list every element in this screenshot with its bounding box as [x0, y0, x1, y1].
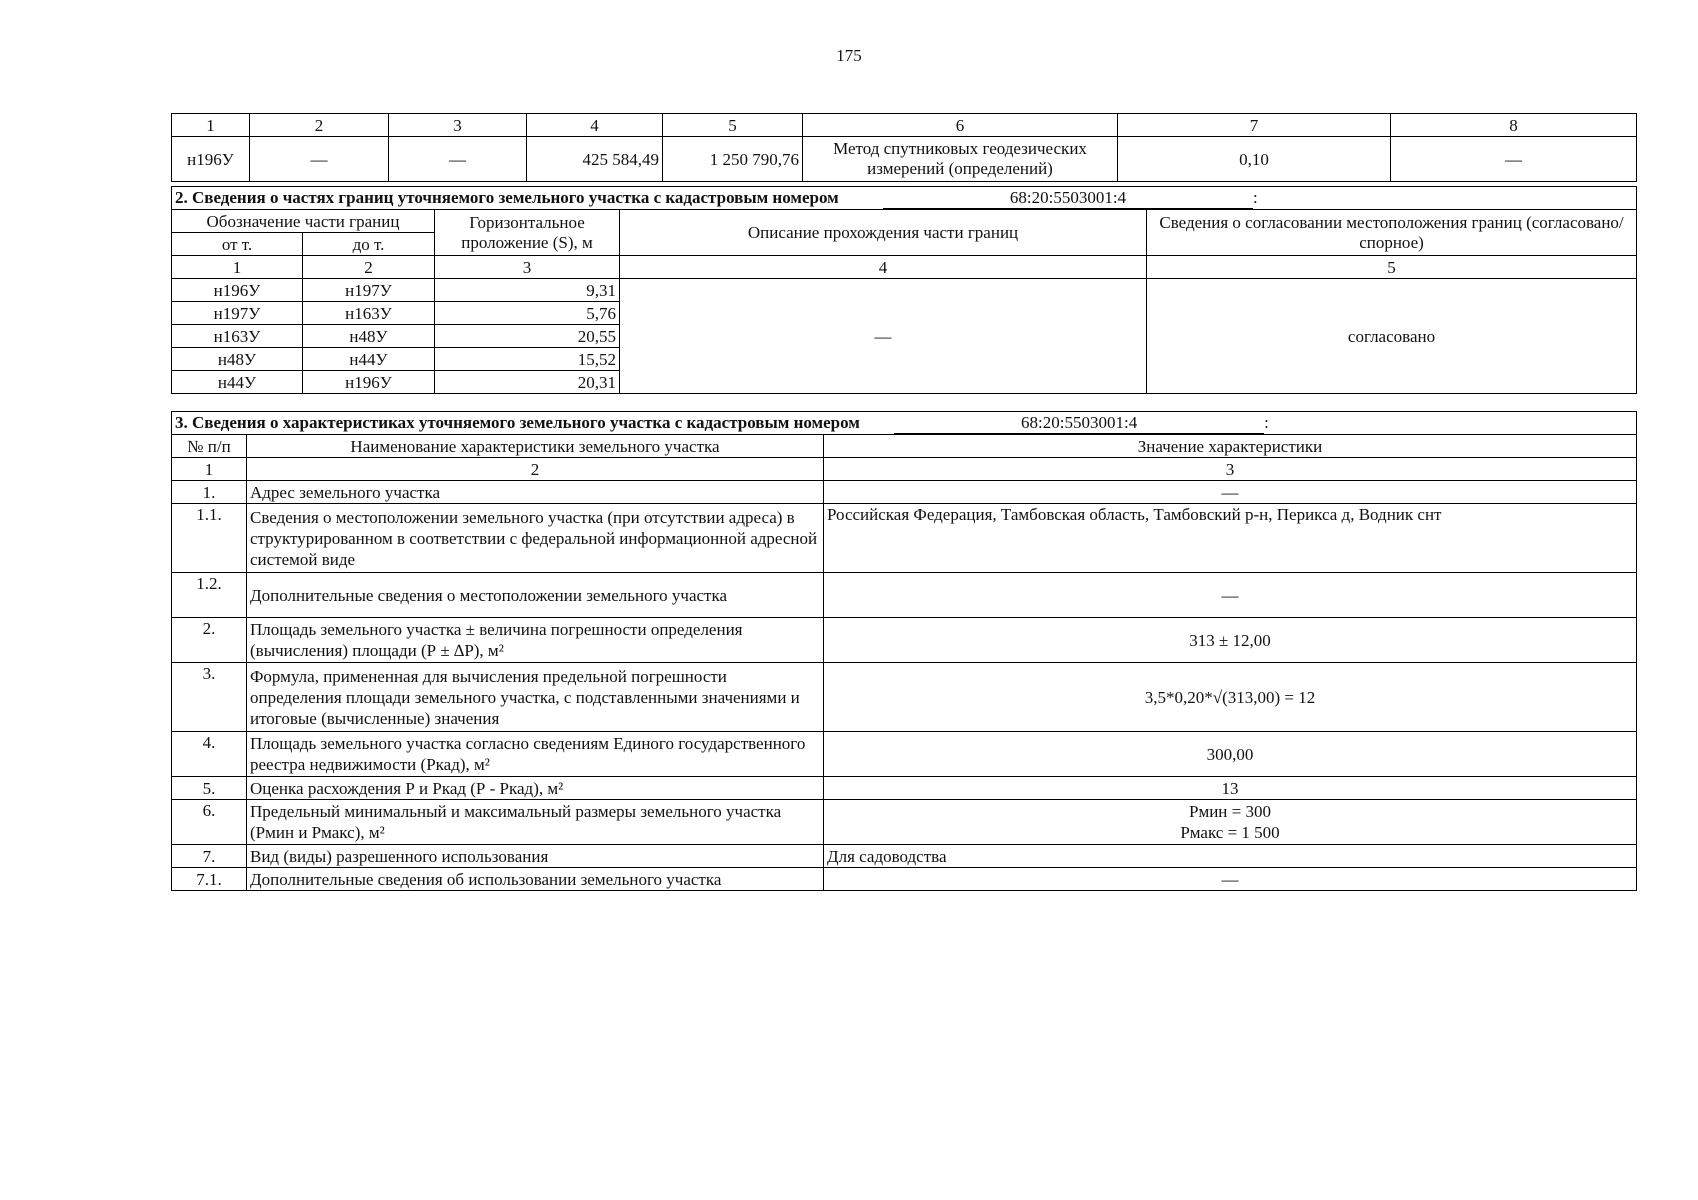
- horizontal-distance: 20,55: [435, 325, 620, 348]
- characteristic-name: Площадь земельного участка ± величина погрешности определения (вычисления) площади (Р ± ∆Р), м²: [247, 618, 824, 663]
- col-number: 2: [247, 458, 824, 481]
- row-number: 4.: [172, 732, 247, 777]
- table-row: [172, 800, 1637, 845]
- from-header: от т.: [172, 233, 303, 256]
- col-number: 6: [803, 114, 1118, 137]
- min-size-value: Рмин = 300: [1189, 802, 1271, 821]
- table-row: [172, 481, 1637, 504]
- to-point: н197У: [303, 279, 435, 302]
- column-number-row: [172, 114, 1637, 137]
- characteristic-value: 13: [824, 777, 1637, 800]
- value-header: Значение характеристики: [824, 435, 1637, 458]
- cadastral-number: 68:20:5503001:4: [894, 412, 1264, 434]
- horizontal-distance: 15,52: [435, 348, 620, 371]
- header-row: [172, 210, 1637, 233]
- to-header: до т.: [303, 233, 435, 256]
- to-point: н48У: [303, 325, 435, 348]
- row-number: 1.2.: [172, 573, 247, 618]
- agreement-value: согласовано: [1147, 279, 1637, 394]
- name-header: Наименование характеристики земельного участка: [247, 435, 824, 458]
- col-number: 8: [1391, 114, 1637, 137]
- coord-x: 425 584,49: [527, 137, 663, 182]
- row-number: 2.: [172, 618, 247, 663]
- col-number: 3: [389, 114, 527, 137]
- cell-value: —: [1391, 137, 1637, 182]
- table-row: [172, 618, 1637, 663]
- cadastral-number: 68:20:5503001:4: [883, 187, 1253, 209]
- from-point: н197У: [172, 302, 303, 325]
- characteristic-name: Формула, примененная для вычисления предельной погрешности определения площади земельного участка, с подставленными значениями и итоговые (вычисленные) значения: [247, 663, 824, 732]
- table-row: [172, 573, 1637, 618]
- row-number: 7.1.: [172, 868, 247, 891]
- num-header: № п/п: [172, 435, 247, 458]
- table-row: [172, 279, 1637, 302]
- horizontal-distance: 5,76: [435, 302, 620, 325]
- from-point: н196У: [172, 279, 303, 302]
- section-title-row: [172, 412, 1637, 435]
- characteristic-name: Вид (виды) разрешенного использования: [247, 845, 824, 868]
- from-point: н163У: [172, 325, 303, 348]
- characteristic-value: Российская Федерация, Тамбовская область, Тамбовский р-н, Перикса д, Водник снт: [824, 504, 1637, 573]
- cell-value: —: [389, 137, 527, 182]
- col-number: 4: [620, 256, 1147, 279]
- row-number: 3.: [172, 663, 247, 732]
- section-3-title: [172, 412, 1637, 435]
- characteristic-name: Площадь земельного участка согласно сведениям Единого государственного реестра недвижимости (Ркад), м²: [247, 732, 824, 777]
- characteristic-name: Предельный минимальный и максимальный размеры земельного участка (Рмин и Рмакс), м²: [247, 800, 824, 845]
- characteristic-value: —: [824, 481, 1637, 504]
- page-number: 175: [836, 46, 862, 65]
- point-name: н196У: [172, 137, 250, 182]
- horizontal-header: Горизонтальное проложение (S), м: [435, 210, 620, 256]
- to-point: н196У: [303, 371, 435, 394]
- method-cell: Метод спутниковых геодезических измерений (определений): [803, 137, 1118, 182]
- coord-y: 1 250 790,76: [663, 137, 803, 182]
- table-row: [172, 663, 1637, 732]
- characteristic-value: —: [824, 573, 1637, 618]
- column-number-row: [172, 458, 1637, 481]
- col-number: 1: [172, 256, 303, 279]
- characteristic-name: Сведения о местоположении земельного участка (при отсутствии адреса) в структурированном в соответствии с федеральной информационной адресной системой виде: [247, 504, 824, 573]
- description-header: Описание прохождения части границ: [620, 210, 1147, 256]
- section-title-row: [172, 187, 1637, 210]
- characteristic-value: 300,00: [824, 732, 1637, 777]
- table-row: [172, 845, 1637, 868]
- part-designation-header: Обозначение части границ: [172, 210, 435, 233]
- accuracy-cell: 0,10: [1118, 137, 1391, 182]
- from-point: н44У: [172, 371, 303, 394]
- col-number: 5: [663, 114, 803, 137]
- characteristics-table: [171, 411, 1637, 891]
- col-number: 3: [824, 458, 1637, 481]
- col-number: 1: [172, 114, 250, 137]
- section-title-text: 3. Сведения о характеристиках уточняемого земельного участка с кадастровым номером: [175, 413, 860, 432]
- characteristic-name: Оценка расхождения Р и Ркад (Р - Ркад), м²: [247, 777, 824, 800]
- table-row: [172, 868, 1637, 891]
- col-number: 2: [250, 114, 389, 137]
- row-number: 5.: [172, 777, 247, 800]
- coordinates-table: [171, 113, 1637, 182]
- characteristic-name: Дополнительные сведения об использовании земельного участка: [247, 868, 824, 891]
- table-row: [172, 137, 1637, 182]
- header-row: [172, 435, 1637, 458]
- col-number: 7: [1118, 114, 1391, 137]
- table-row: [172, 732, 1637, 777]
- col-number: 4: [527, 114, 663, 137]
- title-suffix: :: [1264, 413, 1269, 432]
- row-number: 1.1.: [172, 504, 247, 573]
- table-row: [172, 504, 1637, 573]
- characteristic-value: [824, 800, 1637, 845]
- table-row: [172, 777, 1637, 800]
- characteristic-value: 313 ± 12,00: [824, 618, 1637, 663]
- to-point: н163У: [303, 302, 435, 325]
- to-point: н44У: [303, 348, 435, 371]
- description-value: —: [620, 279, 1147, 394]
- section-2-title: [172, 187, 1637, 210]
- col-number: 2: [303, 256, 435, 279]
- section-title-text: 2. Сведения о частях границ уточняемого земельного участка с кадастровым номером: [175, 188, 839, 207]
- col-number: 5: [1147, 256, 1637, 279]
- col-number: 1: [172, 458, 247, 481]
- row-number: 1.: [172, 481, 247, 504]
- cell-value: —: [250, 137, 389, 182]
- row-number: 6.: [172, 800, 247, 845]
- horizontal-distance: 9,31: [435, 279, 620, 302]
- from-point: н48У: [172, 348, 303, 371]
- column-number-row: [172, 256, 1637, 279]
- characteristic-value: 3,5*0,20*√(313,00) = 12: [824, 663, 1637, 732]
- max-size-value: Рмакс = 1 500: [1180, 823, 1280, 842]
- row-number: 7.: [172, 845, 247, 868]
- boundary-parts-table: [171, 186, 1637, 394]
- horizontal-distance: 20,31: [435, 371, 620, 394]
- characteristic-name: Адрес земельного участка: [247, 481, 824, 504]
- characteristic-value: Для садоводства: [824, 845, 1637, 868]
- title-suffix: :: [1253, 188, 1258, 207]
- agreement-header: Сведения о согласовании местоположения границ (согласовано/спорное): [1147, 210, 1637, 256]
- characteristic-name: Дополнительные сведения о местоположении земельного участка: [247, 573, 824, 618]
- col-number: 3: [435, 256, 620, 279]
- characteristic-value: —: [824, 868, 1637, 891]
